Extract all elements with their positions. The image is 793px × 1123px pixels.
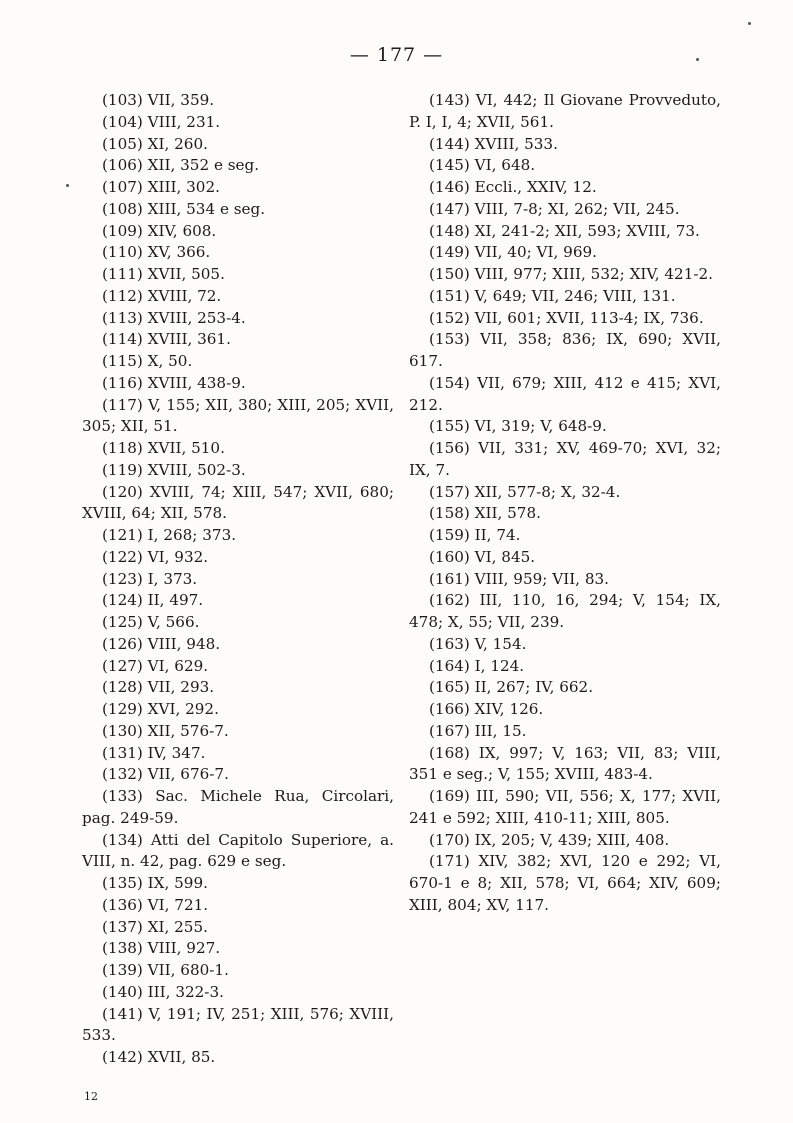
footnote-entry: (106) XII, 352 e seg. <box>102 156 260 175</box>
signature-mark: 12 <box>84 1090 98 1103</box>
footnote-entry: (141) V, 191; IV, 251; XIII, 576; XVIII, 533. <box>82 1004 394 1045</box>
footnote-entry: (140) III, 322-3. <box>102 982 224 1001</box>
footnote-entry: (149) VII, 40; VI, 969. <box>429 243 597 262</box>
footnote-entry: (166) XIV, 126. <box>429 700 544 718</box>
footnote-entry: (157) XII, 577-8; X, 32-4. <box>429 482 621 501</box>
footnote-entry: (114) XVIII, 361. <box>102 330 231 349</box>
footnote-entry: (110) XV, 366. <box>102 243 211 262</box>
footnote-entry: (138) VIII, 927. <box>102 939 221 958</box>
right-notes-column <box>409 90 721 917</box>
footnote-entry: (153) VII, 358; 836; IX, 690; XVII, 617. <box>409 330 721 370</box>
footnote-entry: (133) Sac. Michele Rua, Circolari, pag. 249-59. <box>82 787 394 827</box>
footnote-entry: (104) VIII, 231. <box>102 112 221 131</box>
footnote-entry: (168) IX, 997; V, 163; VII, 83; VIII, 351 e seg.; V, 155; XVIII, 483-4. <box>409 743 721 784</box>
footnote-entry: (103) VII, 359. <box>102 91 215 109</box>
footnote-entry: (170) IX, 205; V, 439; XIII, 408. <box>429 830 670 849</box>
footnote-entry: (139) VII, 680-1. <box>102 961 229 979</box>
footnote-entry: (115) X, 50. <box>102 352 193 370</box>
footnote-entry: (123) I, 373. <box>102 569 198 588</box>
footnote-entry: (134) Atti del Capitolo Superiore, a. VIII, n. 42, pag. 629 e seg. <box>82 830 394 871</box>
footnote-entry: (163) V, 154. <box>429 634 527 653</box>
footnote-entry: (135) IX, 599. <box>102 874 208 892</box>
left-notes-column <box>82 90 394 1069</box>
footnote-entry: (127) VI, 629. <box>102 656 209 675</box>
footnote-entry: (120) XVIII, 74; XIII, 547; XVII, 680; XVIII, 64; XII, 578. <box>82 482 394 523</box>
footnote-entry: (169) III, 590; VII, 556; X, 177; XVII, 241 e 592; XIII, 410-11; XIII, 805. <box>409 787 721 827</box>
print-speck <box>748 22 751 25</box>
footnote-entry: (145) VI, 648. <box>429 156 536 175</box>
footnote-entry: (124) II, 497. <box>102 591 204 610</box>
footnote-entry: (150) VIII, 977; XIII, 532; XIV, 421-2. <box>429 265 714 283</box>
footnote-entry: (155) VI, 319; V, 648-9. <box>429 417 607 436</box>
footnote-entry: (129) XVI, 292. <box>102 700 219 718</box>
footnote-entry: (137) XI, 255. <box>102 917 208 936</box>
footnote-entry: (164) I, 124. <box>429 656 525 675</box>
footnote-entry: (122) VI, 932. <box>102 547 209 566</box>
footnote-entry: (143) VI, 442; Il Giovane Provveduto, P. I, I, 4; XVII, 561. <box>409 91 721 131</box>
footnote-entry: (111) XVII, 505. <box>102 265 225 283</box>
footnote-entry: (158) XII, 578. <box>429 504 541 523</box>
footnote-entry: (113) XVIII, 253-4. <box>102 308 246 327</box>
footnote-entry: (136) VI, 721. <box>102 895 209 914</box>
footnote-entry: (152) VII, 601; XVII, 113-4; IX, 736. <box>429 308 704 327</box>
footnote-entry: (118) XVII, 510. <box>102 439 225 457</box>
footnote-entry: (161) VIII, 959; VII, 83. <box>429 569 609 588</box>
footnote-entry: (154) VII, 679; XIII, 412 e 415; XVI, 212. <box>409 373 721 414</box>
footnote-entry: (159) II, 74. <box>429 526 521 544</box>
footnote-entry: (146) Eccli., XXIV, 12. <box>429 178 597 196</box>
footnote-entry: (125) V, 566. <box>102 613 200 631</box>
footnote-entry: (132) VII, 676-7. <box>102 765 229 784</box>
footnote-entry: (108) XIII, 534 e seg. <box>102 199 266 218</box>
print-speck <box>696 58 699 61</box>
footnote-entry: (160) VI, 845. <box>429 547 536 566</box>
page-number: — 177 — <box>349 44 444 66</box>
footnote-entry: (144) XVIII, 533. <box>429 134 558 153</box>
footnote-entry: (119) XVIII, 502-3. <box>102 460 246 479</box>
footnote-entry: (165) II, 267; IV, 662. <box>429 678 594 697</box>
footnote-entry: (109) XIV, 608. <box>102 221 217 240</box>
footnote-entry: (116) XVIII, 438-9. <box>102 373 246 392</box>
footnote-entry: (121) I, 268; 373. <box>102 526 237 544</box>
footnote-entry: (112) XVIII, 72. <box>102 286 222 305</box>
footnote-entry: (156) VII, 331; XV, 469-70; XVI, 32; IX, 7. <box>409 439 721 479</box>
footnote-entry: (130) XII, 576-7. <box>102 721 229 740</box>
footnote-entry: (128) VII, 293. <box>102 678 215 697</box>
footnote-entry: (148) XI, 241-2; XII, 593; XVIII, 73. <box>429 221 700 240</box>
footnote-entry: (162) III, 110, 16, 294; V, 154; IX, 478; X, 55; VII, 239. <box>409 591 721 631</box>
footnote-entry: (151) V, 649; VII, 246; VIII, 131. <box>429 286 676 305</box>
footnote-entry: (105) XI, 260. <box>102 134 208 153</box>
footnote-entry: (171) XIV, 382; XVI, 120 e 292; VI, 670-1 e 8; XII, 578; VI, 664; XIV, 609; XIII, 804; XV, 117. <box>409 852 721 914</box>
footnote-entry: (131) IV, 347. <box>102 743 206 762</box>
footnote-entry: (126) VIII, 948. <box>102 634 221 653</box>
footnote-entry: (107) XIII, 302. <box>102 178 220 196</box>
footnote-entry: (167) III, 15. <box>429 721 527 740</box>
print-speck <box>66 184 69 187</box>
footnote-entry: (147) VIII, 7-8; XI, 262; VII, 245. <box>429 199 680 218</box>
footnote-entry: (142) XVII, 85. <box>102 1048 216 1066</box>
footnote-entry: (117) V, 155; XII, 380; XIII, 205; XVII, 305; XII, 51. <box>82 395 394 436</box>
